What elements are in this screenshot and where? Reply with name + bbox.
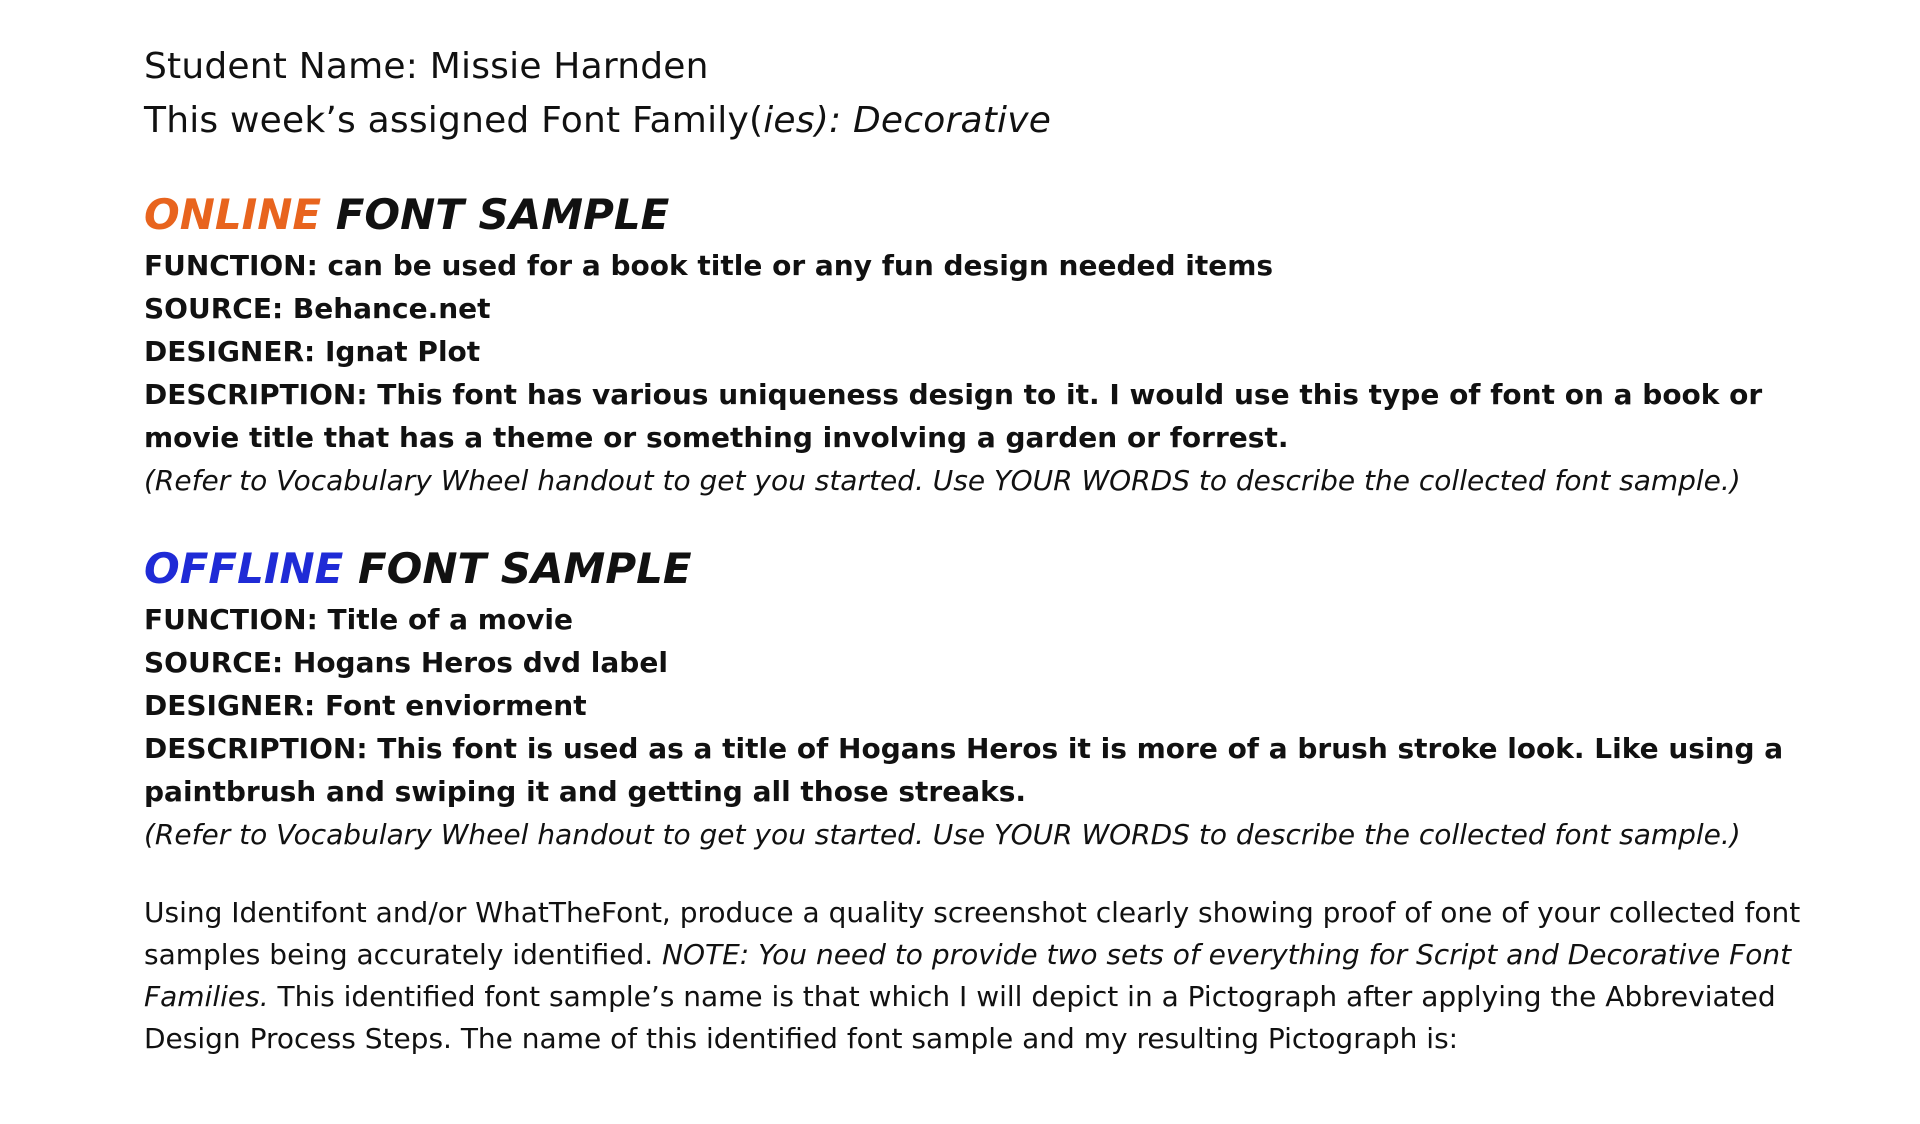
- font-family-value: ies): Decorative: [763, 100, 1052, 141]
- online-section-title: [144, 186, 1804, 244]
- closing-note: NOTE: You need to provide two sets of everything for Script and Decorative Font Families.: [144, 938, 1792, 1013]
- student-name-line: Student Name: Missie Harnden: [144, 46, 709, 87]
- offline-designer: DESIGNER: Font enviorment: [144, 689, 587, 722]
- online-function: FUNCTION: can be used for a book title or any fun design needed items: [144, 249, 1274, 282]
- online-reference-note: (Refer to Vocabulary Wheel handout to get you started. Use YOUR WORDS to describe the collected font sample.): [144, 464, 1741, 497]
- online-title-rest: FONT SAMPLE: [321, 190, 670, 239]
- online-font-section: [144, 186, 1804, 502]
- online-title-word: ONLINE: [144, 190, 322, 239]
- online-source: SOURCE: Behance.net: [144, 292, 491, 325]
- online-designer: DESIGNER: Ignat Plot: [144, 335, 481, 368]
- offline-reference-note: (Refer to Vocabulary Wheel handout to get you started. Use YOUR WORDS to describe the collected font sample.): [144, 818, 1741, 851]
- offline-function: FUNCTION: Title of a movie: [144, 603, 574, 636]
- document-page: [144, 40, 1804, 1060]
- offline-font-section: [144, 540, 1804, 856]
- offline-title-word: OFFLINE: [144, 544, 344, 593]
- document-header: [144, 40, 1804, 148]
- font-family-line: [144, 94, 1804, 148]
- online-description: DESCRIPTION: This font has various uniqueness design to it. I would use this type of font on a book or movie title that has a theme or something involving a garden or forrest.: [144, 378, 1763, 454]
- offline-source: SOURCE: Hogans Heros dvd label: [144, 646, 668, 679]
- closing-paragraph: [144, 892, 1804, 1060]
- offline-title-rest: FONT SAMPLE: [343, 544, 692, 593]
- closing-text-part2: This identified font sample’s name is that which I will depict in a Pictograph after applying the Abbreviated Design Process Steps. The name of this identified font sample and my resulting Pictograph is:: [144, 980, 1776, 1055]
- offline-section-title: [144, 540, 1804, 598]
- font-family-prefix: This week’s assigned Font Family(: [144, 100, 764, 141]
- offline-description: DESCRIPTION: This font is used as a title of Hogans Heros it is more of a brush stroke look. Like using a paintbrush and swiping it and getting all those streaks.: [144, 732, 1784, 808]
- closing-text-part1: Using Identifont and/or WhatTheFont, produce a quality screenshot clearly showing proof of one of your collected font samples being accurately identified.: [144, 896, 1801, 971]
